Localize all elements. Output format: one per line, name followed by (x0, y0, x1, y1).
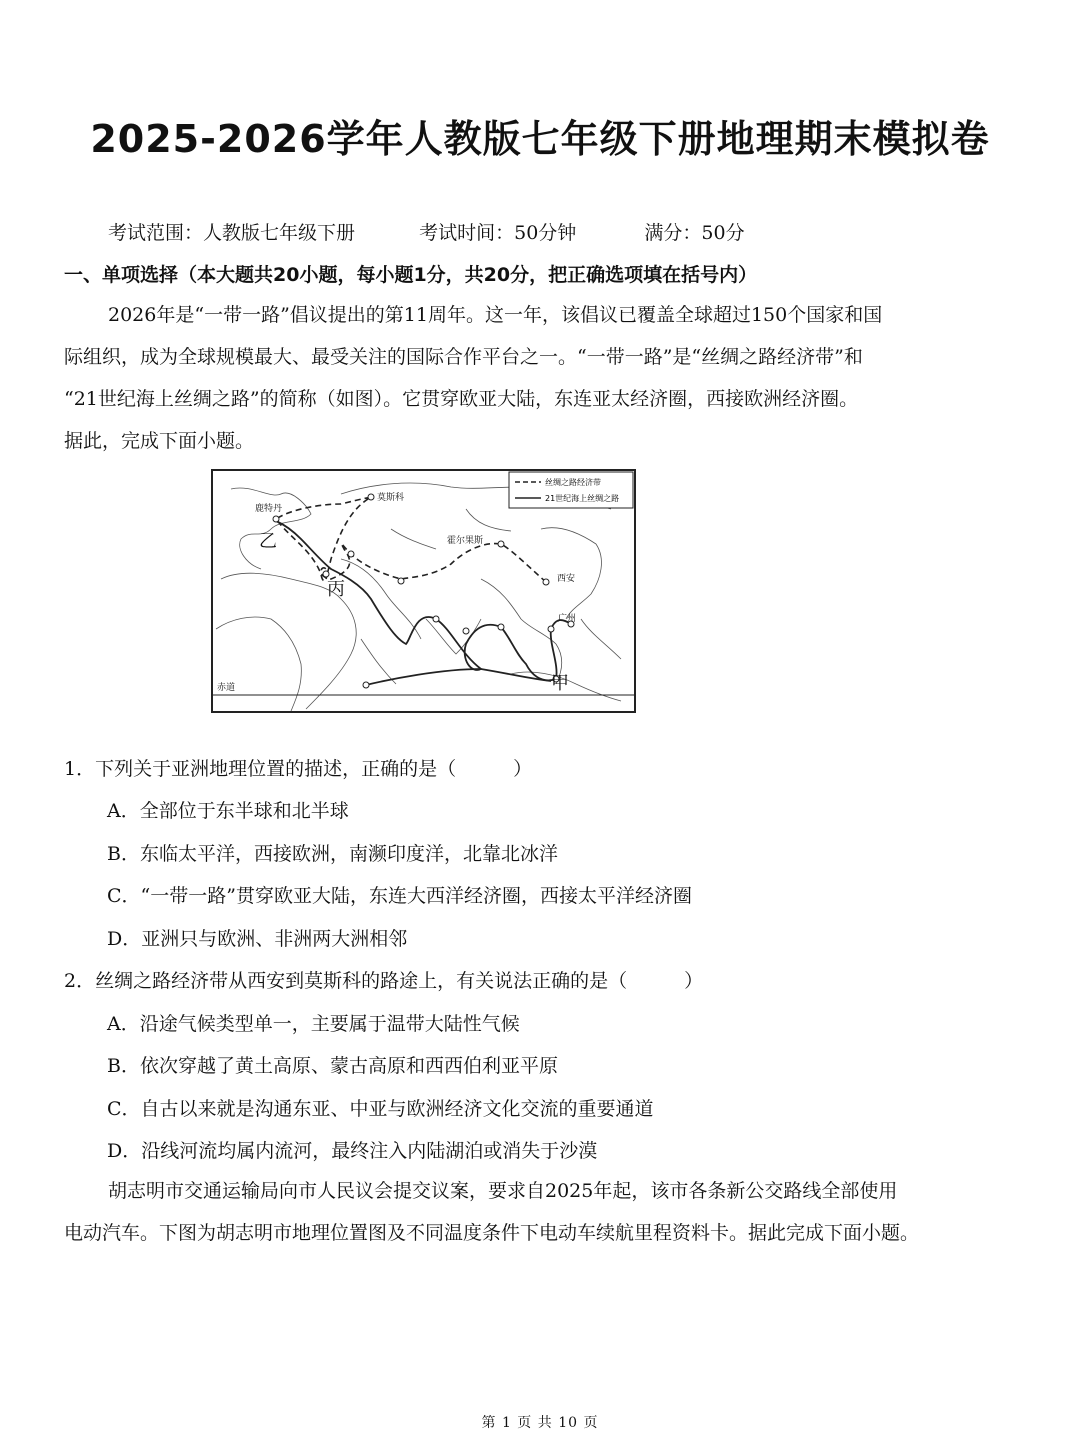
question-2-option-a: A．沿途气候类型单一，主要属于温带大陆性气候 (107, 1013, 520, 1035)
label-guangzhou: 广州 (558, 614, 577, 624)
intro-line: “21世纪海上丝绸之路”的简称（如图）。它贯穿欧亚大陆，东连亚太经济圈，西接欧洲经济圈。 (64, 388, 859, 410)
label-equator: 赤道 (217, 683, 236, 693)
label-xian: 西安 (557, 574, 576, 584)
exam-scope: 考试范围：人教版七年级下册 (108, 222, 356, 244)
intro-line: 电动汽车。下图为胡志明市地理位置图及不同温度条件下电动车续航里程资料卡。据此完成下面小题。 (64, 1222, 920, 1244)
question-2-option-c: C．自古以来就是沟通东亚、中亚与欧洲经济文化交流的重要通道 (107, 1098, 654, 1120)
section-heading: 一、单项选择（本大题共20小题，每小题1分，共20分，把正确选项填在括号内） (64, 264, 758, 286)
question-1-option-c: C．“一带一路”贯穿欧亚大陆，东连大西洋经济圈，西接太平洋经济圈 (107, 885, 692, 907)
belt-road-map (211, 469, 636, 713)
page-footer: 第 1 页 共 10 页 (481, 1415, 599, 1431)
label-bing: 丙 (327, 579, 345, 600)
legend-land-label: 丝绸之路经济带 (545, 478, 601, 487)
exam-info (108, 218, 745, 245)
question-1-option-d: D．亚洲只与欧洲、非洲两大洲相邻 (107, 928, 408, 950)
intro-paragraph-2 (64, 1170, 1019, 1254)
exam-score: 满分：50分 (644, 222, 745, 244)
legend-sea-label: 21世纪海上丝绸之路 (545, 494, 620, 503)
label-jia: 甲 (551, 673, 569, 694)
question-1-stem: 1．下列关于亚洲地理位置的描述，正确的是（ ） (64, 758, 533, 780)
label-horgos: 霍尔果斯 (447, 536, 484, 546)
exam-time: 考试时间：50分钟 (419, 222, 577, 244)
intro-line: 据此，完成下面小题。 (64, 430, 255, 452)
question-2-stem: 2．丝绸之路经济带从西安到莫斯科的路途上，有关说法正确的是（ ） (64, 970, 704, 992)
question-2-option-d: D．沿线河流均属内流河，最终注入内陆湖泊或消失于沙漠 (107, 1140, 598, 1162)
label-rotterdam: 鹿特丹 (255, 504, 283, 514)
question-2-option-b: B．依次穿越了黄土高原、蒙古高原和西西伯利亚平原 (107, 1055, 558, 1077)
intro-line: 2026年是“一带一路”倡议提出的第11周年。这一年，该倡议已覆盖全球超过150个国家和国 (108, 304, 883, 326)
label-yi: 乙 (259, 531, 277, 552)
intro-line: 胡志明市交通运输局向市人民议会提交议案，要求自2025年起，该市各条新公交路线全部使用 (108, 1180, 898, 1202)
intro-paragraph-1 (64, 294, 1019, 462)
question-1-option-a: A．全部位于东半球和北半球 (107, 800, 349, 822)
intro-line: 际组织，成为全球规模最大、最受关注的国际合作平台之一。“一带一路”是“丝绸之路经济带”和 (64, 346, 863, 368)
question-1-option-b: B．东临太平洋，西接欧洲，南濒印度洋，北靠北冰洋 (107, 843, 558, 865)
page-title: 2025-2026学年人教版七年级下册地理期末模拟卷 (90, 117, 990, 161)
label-moscow: 莫斯科 (377, 493, 405, 503)
